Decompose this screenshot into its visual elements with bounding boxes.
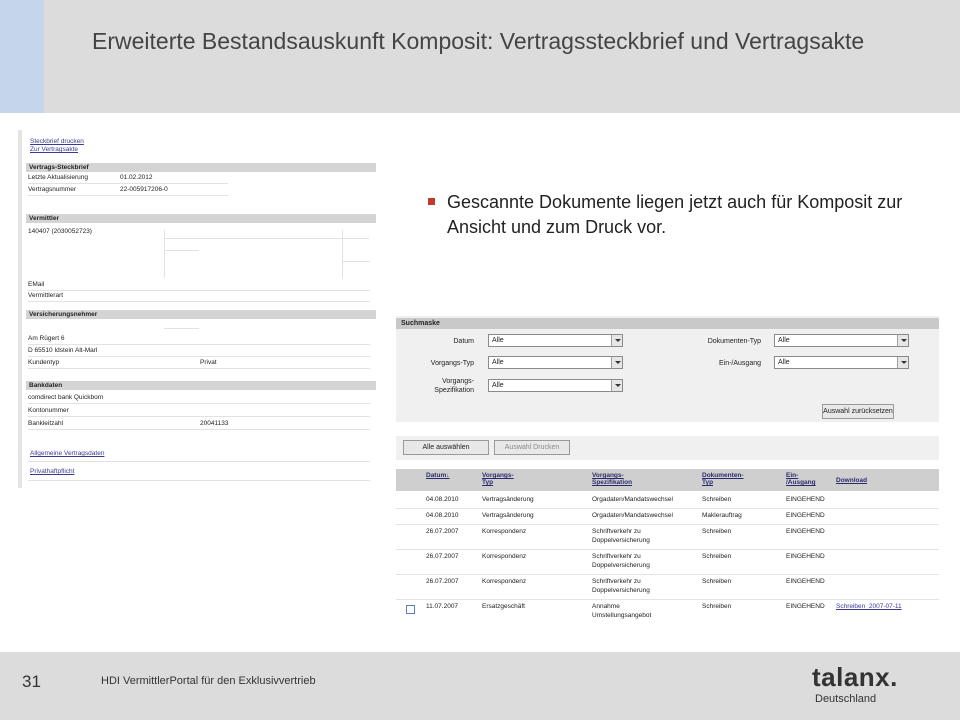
column-divider xyxy=(164,230,165,278)
cell-datum: 26.07.2007 xyxy=(426,553,459,560)
action-bar xyxy=(396,436,939,460)
row-divider xyxy=(396,549,939,550)
zur-vertragsakte-link[interactable]: Zur Vertragsakte xyxy=(30,146,79,153)
row-value: 22-005917206-0 xyxy=(120,186,168,193)
talanx-logo xyxy=(812,664,932,708)
cell-dokumenten-typ: Schreiben xyxy=(702,603,732,610)
footer-text: HDI VermittlerPortal für den Exklusivvertrieb xyxy=(101,675,316,687)
cell-vorgangs-typ: Ersatzgeschäft xyxy=(482,603,525,610)
row-divider xyxy=(28,301,370,302)
vorgangs-spezifikation-label-1: Vorgangs- xyxy=(442,378,474,385)
datum-label: Datum xyxy=(453,338,474,345)
header-line: Vorgangs- xyxy=(592,472,624,479)
header-line: /Ausgang xyxy=(786,479,816,486)
column-divider xyxy=(342,230,343,278)
search-panel-title: Suchmaske xyxy=(396,318,939,329)
table-row xyxy=(396,494,939,508)
vertragsakte-screenshot xyxy=(396,316,939,618)
header-download[interactable] xyxy=(836,477,867,484)
cell-dokumenten-typ: Schreiben xyxy=(702,578,732,585)
vorgangs-typ-select[interactable] xyxy=(488,356,623,369)
cell-spezifikation: Schriftverkehr zu xyxy=(592,528,641,535)
row-divider xyxy=(164,238,369,239)
row-label: D 65510 Idstein Alt-Marl xyxy=(28,347,98,354)
table-row xyxy=(396,526,939,548)
vorgangs-typ-select-value: Alle xyxy=(492,359,504,366)
header-download-text: Download xyxy=(836,477,868,484)
chevron-down-icon xyxy=(611,380,622,391)
header-vorgangs-typ[interactable] xyxy=(482,472,514,486)
header-line: Ein- xyxy=(786,472,799,479)
row-divider xyxy=(342,261,370,262)
row-divider xyxy=(28,429,370,430)
cell-dokumenten-typ: Maklerauftrag xyxy=(702,512,742,519)
row-divider xyxy=(28,183,228,184)
download-link[interactable]: Schreiben_2007-07-11 xyxy=(836,603,902,610)
cell-datum: 04.08.2010 xyxy=(426,496,459,503)
row-divider xyxy=(28,344,370,345)
row-value: 20041133 xyxy=(200,420,229,427)
row-label: Vermittlerart xyxy=(28,292,64,299)
chevron-down-icon xyxy=(897,357,908,368)
cell-vorgangs-typ: Korrespondenz xyxy=(482,578,527,585)
cell-datum: 11.07.2007 xyxy=(426,603,459,610)
section-header-vermittler: Vermittler xyxy=(26,214,376,223)
cell-ein-ausgang: EINGEHEND xyxy=(786,578,825,585)
row-label: comdirect bank Quickborn xyxy=(28,394,104,401)
bullet-text: Gescannte Dokumente liegen jetzt auch für Komposit zur Ansicht und zum Druck vor. xyxy=(447,192,903,237)
row-divider xyxy=(396,524,939,525)
cell-spezifikation: Orgadaten/Mandatswechsel xyxy=(592,496,673,503)
chevron-down-icon xyxy=(611,335,622,346)
header-dokumenten-typ[interactable] xyxy=(702,472,744,486)
cell-vorgangs-typ: Korrespondenz xyxy=(482,528,527,535)
header-ein-ausgang[interactable] xyxy=(786,472,816,486)
vorgangs-spezifikation-label-2: Spezifikation xyxy=(434,387,474,394)
header-datum-text: Datum↓ xyxy=(426,472,450,479)
cell-spezifikation-line-2: Doppelversicherung xyxy=(592,587,650,594)
row-divider xyxy=(28,290,370,291)
header-line: Vorgangs- xyxy=(482,472,514,479)
bullet-marker-icon xyxy=(428,198,435,205)
header-vorgangs-spezifikation[interactable] xyxy=(592,472,632,486)
row-label: Kundentyp xyxy=(28,359,60,366)
cell-datum: 04.08.2010 xyxy=(426,512,459,519)
slide-title: Erweiterte Bestandsauskunft Komposit: Vertragssteckbrief und Vertragsakte xyxy=(92,28,865,54)
table-header xyxy=(396,469,939,491)
datum-select-value: Alle xyxy=(492,337,504,344)
cell-vorgangs-typ: Korrespondenz xyxy=(482,553,527,560)
section-header-bankdaten: Bankdaten xyxy=(26,381,376,390)
row-label: Bankleitzahl xyxy=(28,420,64,427)
title-accent xyxy=(0,0,44,113)
section-header-vertrag: Vertrags-Steckbrief xyxy=(26,163,376,172)
vorgangs-typ-label: Vorgangs-Typ xyxy=(430,360,474,367)
steckbrief-screenshot xyxy=(18,130,372,488)
row-divider xyxy=(28,461,370,462)
row-divider xyxy=(28,416,370,417)
table-row xyxy=(396,576,939,598)
row-divider xyxy=(396,508,939,509)
ein-ausgang-label: Ein-/Ausgang xyxy=(718,360,761,367)
ein-ausgang-select-value: Alle xyxy=(778,359,790,366)
page-number: 31 xyxy=(22,672,41,691)
cell-datum: 26.07.2007 xyxy=(426,528,459,535)
cell-vorgangs-typ: Vertragsänderung xyxy=(482,512,534,519)
row-divider xyxy=(28,480,370,481)
row-value: 01.02.2012 xyxy=(120,174,153,181)
bullet-point xyxy=(428,190,928,240)
cell-spezifikation: Schriftverkehr zu xyxy=(592,578,641,585)
header-line: Dokumenten- xyxy=(702,472,744,479)
auswahl-drucken-button[interactable]: Auswahl Drucken xyxy=(494,440,570,455)
cell-ein-ausgang: EINGEHEND xyxy=(786,603,825,610)
cell-vorgangs-typ: Vertragsänderung xyxy=(482,496,534,503)
table-row xyxy=(396,601,939,619)
cell-dokumenten-typ: Schreiben xyxy=(702,528,732,535)
table-row xyxy=(396,551,939,573)
section-header-versicherungsnehmer: Versicherungsnehmer xyxy=(26,310,376,319)
dokumenten-typ-select[interactable] xyxy=(774,334,909,347)
allgemeine-vertragsdaten-link[interactable]: Allgemeine Vertragsdaten xyxy=(30,450,105,457)
cell-ein-ausgang: EINGEHEND xyxy=(786,496,825,503)
header-datum[interactable] xyxy=(426,472,449,479)
dokumenten-typ-label: Dokumenten-Typ xyxy=(707,338,761,345)
table-row xyxy=(396,510,939,524)
cell-spezifikation: Orgadaten/Mandatswechsel xyxy=(592,512,673,519)
search-panel xyxy=(396,316,939,422)
row-divider xyxy=(164,328,199,329)
row-divider xyxy=(28,368,370,369)
header-line: Typ xyxy=(702,479,714,486)
header-line: Typ xyxy=(482,479,494,486)
vorgangs-spezifikation-select[interactable] xyxy=(488,379,623,392)
cell-spezifikation-line-2: Doppelversicherung xyxy=(592,537,650,544)
chevron-down-icon xyxy=(897,335,908,346)
ein-ausgang-select[interactable] xyxy=(774,356,909,369)
cell-dokumenten-typ: Schreiben xyxy=(702,496,732,503)
alle-auswaehlen-button[interactable]: Alle auswählen xyxy=(403,440,489,455)
cell-spezifikation: Annahme xyxy=(592,603,620,610)
row-label: EMail xyxy=(28,281,45,288)
cell-ein-ausgang: EINGEHEND xyxy=(786,512,825,519)
cell-ein-ausgang: EINGEHEND xyxy=(786,553,825,560)
row-value: Privat xyxy=(200,359,217,366)
row-checkbox[interactable] xyxy=(406,605,415,614)
row-divider xyxy=(28,403,370,404)
cell-spezifikation-line-2: Umstellungsangebot xyxy=(592,612,652,619)
cell-ein-ausgang: EINGEHEND xyxy=(786,528,825,535)
dokumenten-typ-select-value: Alle xyxy=(778,337,790,344)
row-divider xyxy=(396,574,939,575)
row-label: Am Rügert 6 xyxy=(28,335,65,342)
header-line: Spezifikation xyxy=(592,479,633,486)
row-label: Letzte Aktualisierung xyxy=(28,174,88,181)
datum-select[interactable] xyxy=(488,334,623,347)
auswahl-zuruecksetzen-button[interactable]: Auswahl zurücksetzen xyxy=(822,404,894,419)
row-label: Vertragsnummer xyxy=(28,186,77,193)
privathaftpflicht-link[interactable]: Privathaftpflicht xyxy=(30,468,75,475)
cell-spezifikation-line-2: Doppelversicherung xyxy=(592,562,650,569)
cell-datum: 26.07.2007 xyxy=(426,578,459,585)
row-label: 140407 (2030052723) xyxy=(28,228,92,235)
vorgangs-spezifikation-select-value: Alle xyxy=(492,382,504,389)
chevron-down-icon xyxy=(611,357,622,368)
row-divider xyxy=(28,195,228,196)
logo-subtitle: Deutschland xyxy=(815,693,877,705)
cell-spezifikation: Schriftverkehr zu xyxy=(592,553,641,560)
steckbrief-drucken-link[interactable]: Steckbrief drucken xyxy=(30,138,84,145)
cell-dokumenten-typ: Schreiben xyxy=(702,553,732,560)
row-label: Kontonummer xyxy=(28,407,69,414)
row-divider xyxy=(164,250,199,251)
row-divider xyxy=(28,356,370,357)
logo-word: talanx. xyxy=(812,662,898,692)
row-divider xyxy=(396,599,939,600)
